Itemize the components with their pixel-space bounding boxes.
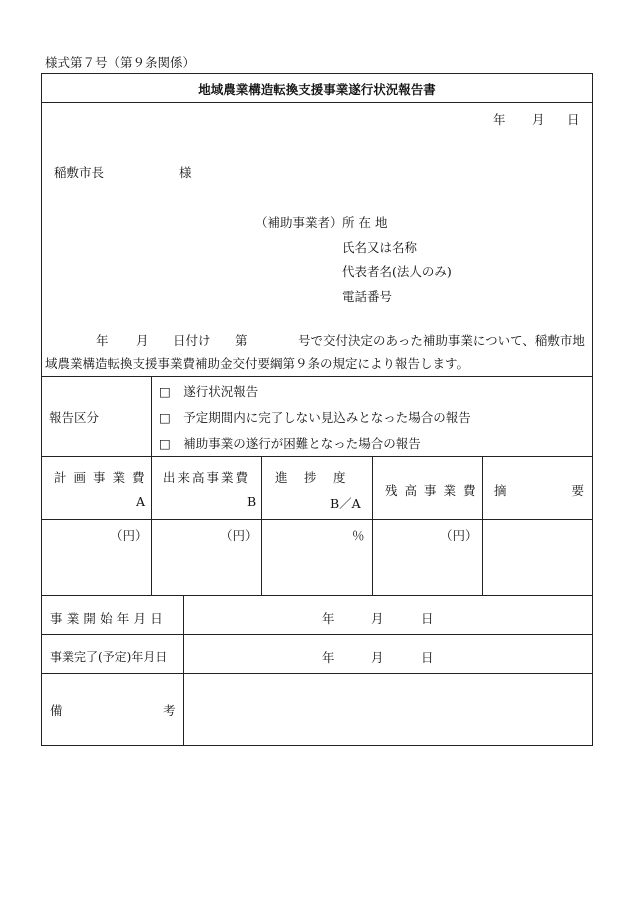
- form-number: 様式第７号（第９条関係）: [45, 55, 196, 70]
- cost-header-planned: 計画事業費: [54, 470, 152, 485]
- date-day: 日: [567, 112, 580, 127]
- report-option-difficulty[interactable]: □ 補助事業の遂行が困難となった場合の報告: [159, 436, 421, 451]
- cost-header-planned-sub: A: [136, 494, 146, 509]
- report-type-label: 報告区分: [49, 410, 100, 425]
- date-month: 月: [532, 112, 545, 127]
- cost-header-completed: 出来高事業費: [163, 470, 251, 485]
- cost-unit-remaining: （円）: [440, 528, 478, 543]
- body-divider: [41, 376, 593, 377]
- end-date-label: 事業完了(予定)年月日: [50, 650, 168, 664]
- date-year: 年: [493, 112, 506, 127]
- remarks-label-left: 備: [50, 703, 63, 718]
- cost-header-progress-sub: B／A: [330, 496, 361, 511]
- cost-col-divider-2: [261, 456, 262, 595]
- body-line2: 域農業構造転換支援事業費補助金交付要綱第９条の規定により報告します。: [45, 356, 470, 371]
- form-title: 地域農業構造転換支援事業遂行状況報告書: [198, 82, 436, 97]
- body-line1-rest: 号で交付決定のあった補助事業について、稲敷市地: [298, 333, 585, 348]
- remarks-field[interactable]: [184, 674, 592, 745]
- end-date-year: 年: [322, 650, 335, 665]
- end-date-month: 月: [371, 650, 384, 665]
- start-date-month: 月: [371, 611, 384, 626]
- cost-unit-progress: ％: [352, 528, 365, 543]
- cost-header-completed-sub: B: [247, 494, 257, 509]
- cost-unit-completed: （円）: [220, 528, 258, 543]
- start-date-bottom: [41, 634, 593, 635]
- cost-header-progress: 進 捗 度: [275, 470, 348, 485]
- report-type-bottom: [41, 456, 593, 457]
- body-year: 年: [96, 333, 109, 348]
- cost-table-bottom: [41, 595, 593, 596]
- report-option-delay[interactable]: □ 予定期間内に完了しない見込みとなった場合の報告: [159, 410, 471, 425]
- remarks-label-right: 考: [163, 703, 176, 718]
- end-date-day: 日: [421, 650, 434, 665]
- start-date-label: 事業開始年月日: [50, 611, 167, 626]
- applicant-address-field: 所 在 地: [342, 215, 388, 230]
- cost-col-divider-3: [372, 456, 373, 595]
- start-date-year: 年: [322, 611, 335, 626]
- cost-header-remaining: 残高事業費: [385, 483, 483, 498]
- title-divider: [41, 102, 593, 103]
- report-option-progress[interactable]: □ 遂行状況報告: [159, 384, 259, 399]
- applicant-phone-field: 電話番号: [342, 289, 393, 304]
- cost-header-summary: 摘 要: [494, 483, 588, 498]
- start-date-day: 日: [421, 611, 434, 626]
- report-type-divider: [151, 376, 152, 456]
- body-month: 月: [136, 333, 149, 348]
- applicant-representative-field: 代表者名(法人のみ): [342, 264, 452, 279]
- addressee-name: 稲敷市長: [54, 165, 105, 180]
- cost-col-divider-4: [482, 456, 483, 595]
- body-number-prefix: 第: [235, 333, 248, 348]
- addressee-honorific: 様: [179, 165, 192, 180]
- cost-header-bottom: [41, 519, 593, 520]
- cost-unit-planned: （円）: [110, 528, 148, 543]
- applicant-label: （補助事業者）: [255, 215, 343, 230]
- body-day: 日付け: [173, 333, 211, 348]
- applicant-name-field: 氏名又は名称: [342, 240, 418, 255]
